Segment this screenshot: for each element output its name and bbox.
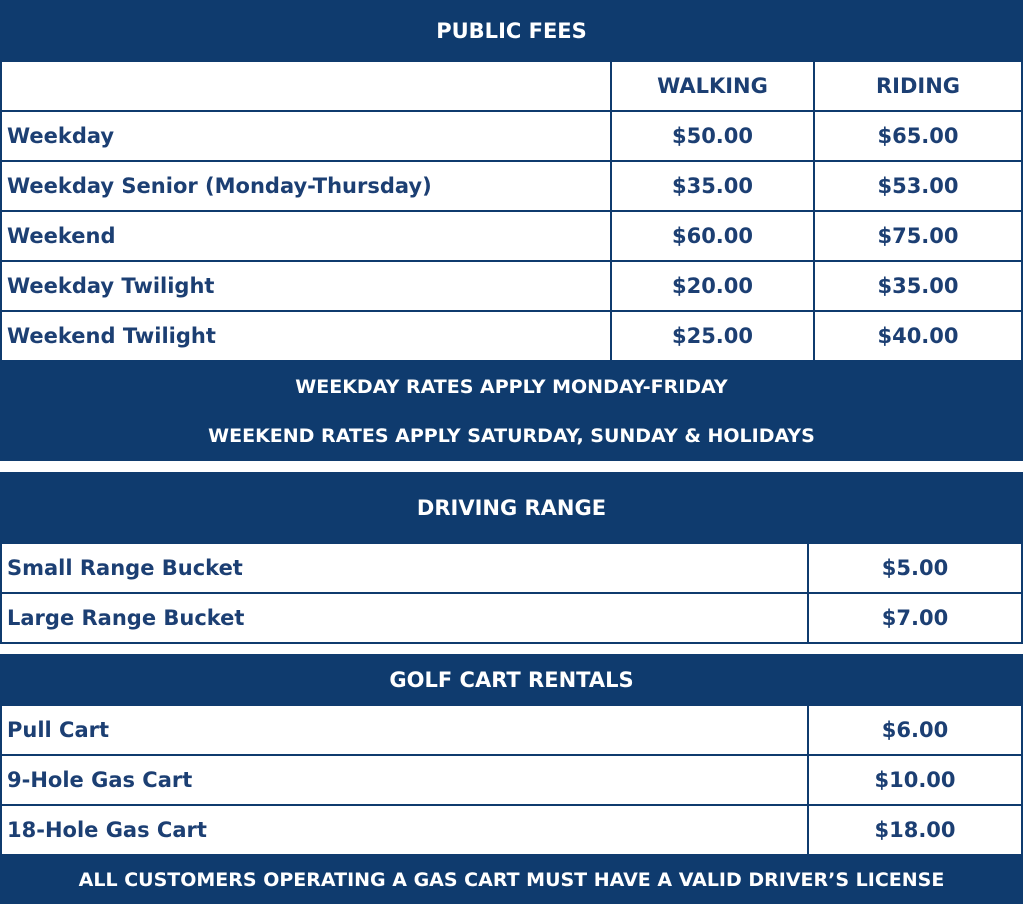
public-fees-title: PUBLIC FEES [1, 1, 1022, 61]
fee-label: Weekday Senior (Monday-Thursday) [1, 161, 611, 211]
riding-price: $40.00 [814, 311, 1022, 361]
blank-column-header [1, 61, 611, 111]
driving-range-header-row [1, 473, 1022, 543]
golf-cart-rentals-title: GOLF CART RENTALS [1, 655, 1022, 705]
table-row [1, 805, 1022, 855]
item-price: $18.00 [808, 805, 1022, 855]
golf-cart-rentals-table [0, 654, 1023, 904]
item-label: Pull Cart [1, 705, 808, 755]
fee-label: Weekday Twilight [1, 261, 611, 311]
riding-price: $35.00 [814, 261, 1022, 311]
table-row [1, 261, 1022, 311]
golf-cart-header-row [1, 655, 1022, 705]
item-price: $6.00 [808, 705, 1022, 755]
item-label: 9-Hole Gas Cart [1, 755, 808, 805]
riding-price: $75.00 [814, 211, 1022, 261]
riding-price: $65.00 [814, 111, 1022, 161]
public-fees-column-header-row [1, 61, 1022, 111]
public-fees-header-row [1, 1, 1022, 61]
driving-range-title: DRIVING RANGE [1, 473, 1022, 543]
table-row [1, 755, 1022, 805]
table-row [1, 311, 1022, 361]
table-row [1, 111, 1022, 161]
weekday-rates-note: WEEKDAY RATES APPLY MONDAY-FRIDAY [1, 361, 1022, 411]
weekend-note-row [1, 411, 1022, 461]
walking-price: $25.00 [611, 311, 814, 361]
item-price: $10.00 [808, 755, 1022, 805]
weekday-note-row [1, 361, 1022, 411]
walking-column-header: WALKING [611, 61, 814, 111]
table-row [1, 161, 1022, 211]
walking-price: $20.00 [611, 261, 814, 311]
fee-label: Weekend [1, 211, 611, 261]
table-row [1, 543, 1022, 593]
table-row [1, 705, 1022, 755]
item-label: 18-Hole Gas Cart [1, 805, 808, 855]
table-row [1, 211, 1022, 261]
table-row [1, 593, 1022, 643]
fee-label: Weekday [1, 111, 611, 161]
item-label: Large Range Bucket [1, 593, 808, 643]
item-label: Small Range Bucket [1, 543, 808, 593]
driving-range-table [0, 472, 1023, 644]
riding-column-header: RIDING [814, 61, 1022, 111]
walking-price: $35.00 [611, 161, 814, 211]
walking-price: $50.00 [611, 111, 814, 161]
walking-price: $60.00 [611, 211, 814, 261]
weekend-rates-note: WEEKEND RATES APPLY SATURDAY, SUNDAY & HOLIDAYS [1, 411, 1022, 461]
fee-label: Weekend Twilight [1, 311, 611, 361]
drivers-license-note: ALL CUSTOMERS OPERATING A GAS CART MUST HAVE A VALID DRIVER’S LICENSE [1, 855, 1022, 904]
item-price: $7.00 [808, 593, 1022, 643]
item-price: $5.00 [808, 543, 1022, 593]
riding-price: $53.00 [814, 161, 1022, 211]
license-note-row [1, 855, 1022, 904]
